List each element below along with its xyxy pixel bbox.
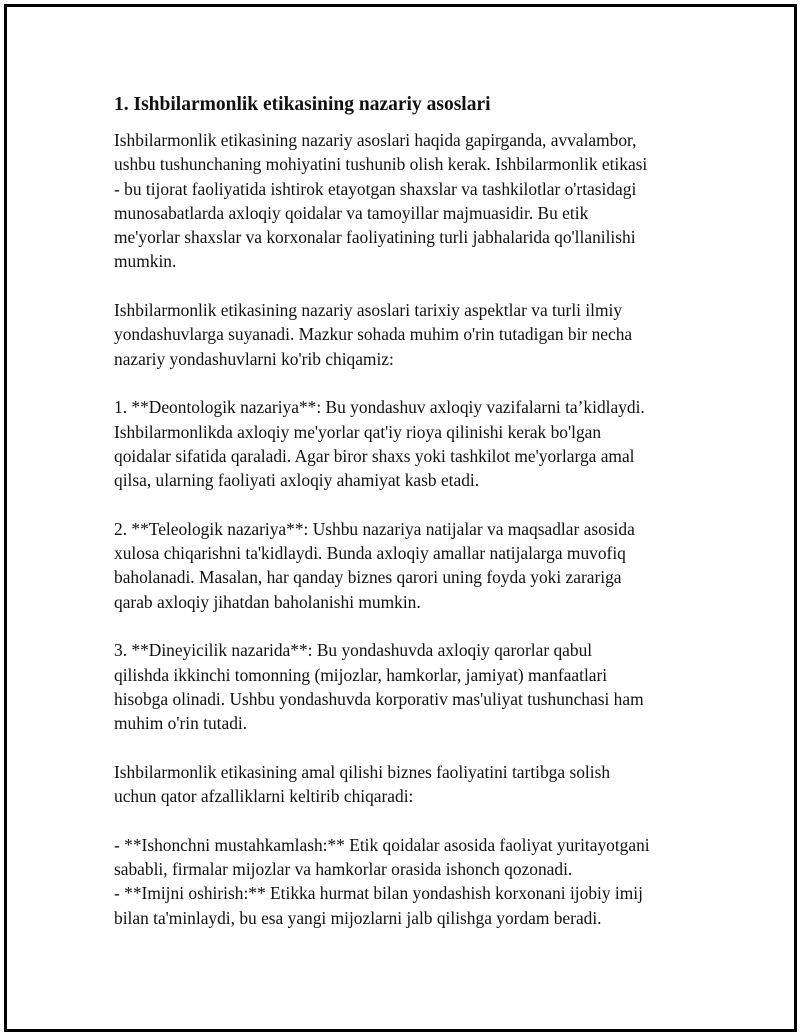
- document-body: [114, 92, 694, 930]
- text-line: 2. **Teleologik nazariya**: Ushbu nazariya natijalar va maqsadlar asosida: [114, 518, 635, 539]
- text-line: yondashuvlarga suyanadi. Mazkur sohada muhim o'rin tutadigan bir necha: [114, 324, 633, 345]
- text-line: uchun qator afzalliklarni keltirib chiqaradi:: [114, 786, 414, 807]
- paragraph-teleological: [114, 517, 694, 614]
- paragraph-intro: [114, 128, 694, 274]
- text-line: Ishbilarmonlik etikasining nazariy asoslari tarixiy aspektlar va turli ilmiy: [114, 300, 623, 321]
- text-line: Ishbilarmonlik etikasining nazariy asoslari haqida gapirganda, avvalambor,: [114, 130, 637, 150]
- text-line: qilishda ikkinchi tomonning (mijozlar, hamkorlar, jamiyat) manfaatlari: [114, 664, 608, 685]
- text-line: nazariy yondashuvlarni ko'rib chiqamiz:: [114, 348, 394, 369]
- text-line: Ishbilarmonlik etikasining amal qilishi biznes faoliyatini tartibga solish: [114, 761, 611, 782]
- text-line: muhim o'rin tutadi.: [114, 713, 248, 734]
- text-line: 1. **Deontologik nazariya**: Bu yondashuv axloqiy vazifalarni ta’kidlaydi.: [114, 397, 645, 418]
- paragraph-advantages: [114, 760, 694, 809]
- text-line: - bu tijorat faoliyatida ishtirok etayotgan shaxslar va tashkilotlar o'rtasidagi: [114, 178, 637, 199]
- text-line: hisobga olinadi. Ushbu yondashuvda korporativ mas'uliyat tushunchasi ham: [114, 688, 644, 709]
- text-line: xulosa chiqarishni ta'kidlaydi. Bunda axloqiy amallar natijalarga muvofiq: [114, 543, 626, 564]
- list-item: sababli, firmalar mijozlar va hamkorlar orasida ishonch qozonadi.: [114, 858, 573, 879]
- paragraph-stakeholder: [114, 638, 694, 735]
- text-line: 3. **Dineyicilik nazarida**: Bu yondashuvda axloqiy qarorlar qabul: [114, 640, 593, 661]
- text-line: Ishbilarmonlikda axloqiy me'yorlar qat'iy rioya qilinishi kerak bo'lgan: [114, 421, 602, 442]
- text-line: ushbu tushunchaning mohiyatini tushunib olish kerak. Ishbilarmonlik etikasi: [114, 154, 648, 175]
- text-line: mumkin.: [114, 251, 177, 272]
- text-line: me'yorlar shaxslar va korxonalar faoliyatining turli jabhalarida qo'llanilishi: [114, 227, 636, 248]
- text-line: qilsa, ularning faoliyati axloqiy ahamiyat kasb etadi.: [114, 470, 480, 491]
- paragraph-approaches: [114, 298, 694, 371]
- text-line: baholanadi. Masalan, har qanday biznes qarori uning foyda yoki zarariga: [114, 567, 622, 588]
- bullet-list: [114, 833, 694, 930]
- text-line: munosabatlarda axloqiy qoidalar va tamoyillar majmuasidir. Bu etik: [114, 202, 589, 223]
- list-item: - **Imijni oshirish:** Etikka hurmat bilan yondashish korxonani ijobiy imij: [114, 883, 643, 904]
- list-item: bilan ta'minlaydi, bu esa yangi mijozlarni jalb qilishga yordam beradi.: [114, 907, 602, 928]
- list-item: - **Ishonchni mustahkamlash:** Etik qoidalar asosida faoliyat yuritayotgani: [114, 834, 650, 855]
- section-title: 1. Ishbilarmonlik etikasining nazariy asoslari: [114, 94, 491, 115]
- paragraph-deontological: [114, 395, 694, 492]
- text-line: qarab axloqiy jihatdan baholanishi mumkin.: [114, 591, 421, 612]
- text-line: qoidalar sifatida qaraladi. Agar biror shaxs yoki tashkilot me'yorlarga amal: [114, 445, 635, 466]
